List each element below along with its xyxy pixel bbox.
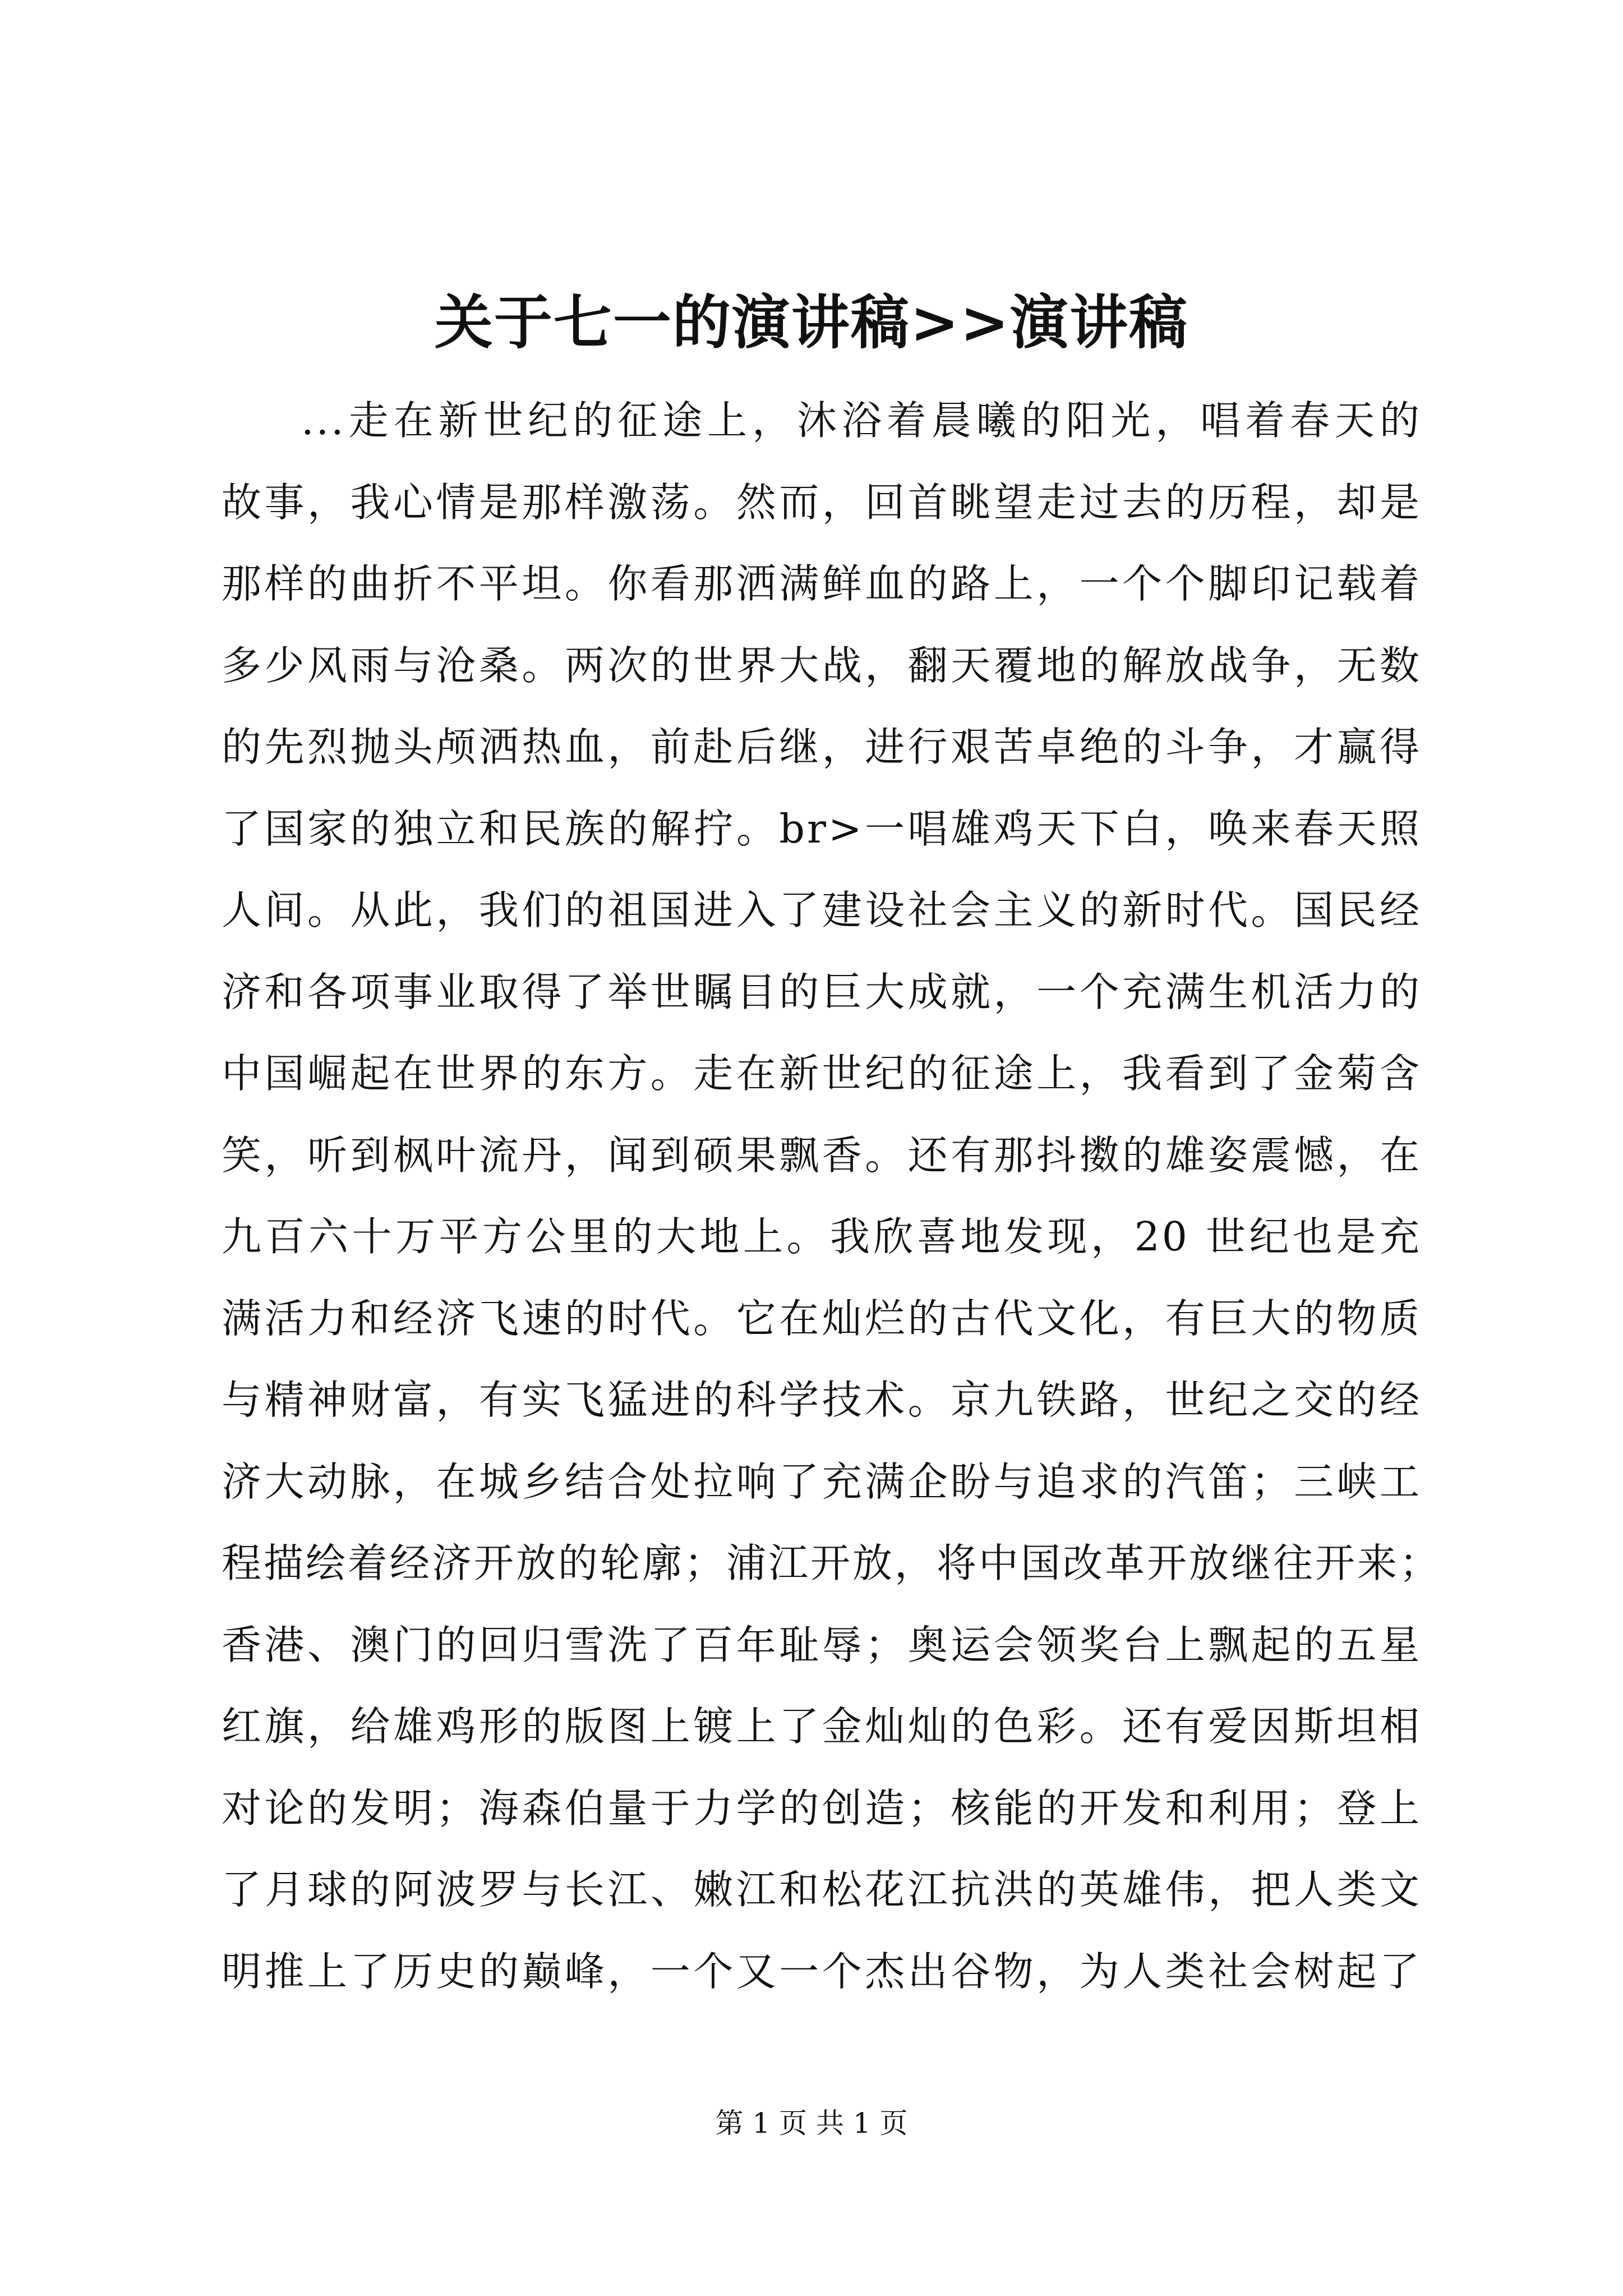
body-line: 香港、澳门的回归雪洗了百年耻辱；奥运会领奖台上飘起的五星 — [222, 1621, 1422, 1668]
document-title: 关于七一的演讲稿>>演讲稿 — [434, 288, 1189, 357]
body-line: 红旗，给雄鸡形的版图上镀上了金灿灿的色彩。还有爱因斯坦相 — [222, 1703, 1422, 1750]
body-line: 故事，我心情是那样激荡。然而，回首眺望走过去的历程，却是 — [222, 478, 1422, 526]
body-line: 多少风雨与沧桑。两次的世界大战，翻天覆地的解放战争，无数 — [222, 642, 1422, 689]
body-line: ...走在新世纪的征途上，沐浴着晨曦的阳光，唱着春天的 — [301, 397, 1422, 444]
body-line: 了月球的阿波罗与长江、嫩江和松花江抗洪的英雄伟，把人类文 — [222, 1866, 1422, 1913]
body-line: 笑，听到枫叶流丹，闻到硕果飘香。还有那抖擞的雄姿震憾，在 — [222, 1131, 1422, 1179]
body-line: 人间。从此，我们的祖国进入了建设社会主义的新时代。国民经 — [222, 887, 1422, 933]
body-line: 九百六十万平方公里的大地上。我欣喜地发现，20 世纪也是充 — [222, 1213, 1422, 1260]
body-line: 对论的发明；海森伯量于力学的创造；核能的开发和利用；登上 — [222, 1784, 1422, 1832]
page-footer: 第 1 页 共 1 页 — [715, 2107, 908, 2139]
body-line: 中国崛起在世界的东方。走在新世纪的征途上，我看到了金菊含 — [222, 1050, 1422, 1097]
body-line: 程描绘着经济开放的轮廓；浦江开放，将中国改革开放继往开来； — [222, 1540, 1442, 1586]
body-line: 了国家的独立和民族的解拧。br>一唱雄鸡天下白，唤来春天照 — [222, 805, 1422, 852]
body-line: 那样的曲折不平坦。你看那洒满鲜血的路上，一个个脚印记载着 — [222, 560, 1422, 607]
body-line: 的先烈抛头颅洒热血，前赴后继，进行艰苦卓绝的斗争，才赢得 — [222, 724, 1422, 770]
body-line: 济和各项事业取得了举世瞩目的巨大成就，一个充满生机活力的 — [222, 968, 1422, 1015]
body-line: 满活力和经济飞速的时代。它在灿烂的古代文化，有巨大的物质 — [222, 1295, 1422, 1342]
body-line: 明推上了历史的巅峰，一个又一个杰出谷物，为人类社会树起了 — [222, 1948, 1422, 1995]
body-line: 济大动脉，在城乡结合处拉响了充满企盼与追求的汽笛；三峡工 — [222, 1458, 1422, 1505]
body-line: 与精神财富，有实飞猛进的科学技术。京九铁路，世纪之交的经 — [222, 1377, 1422, 1423]
body-text — [222, 380, 1442, 2012]
